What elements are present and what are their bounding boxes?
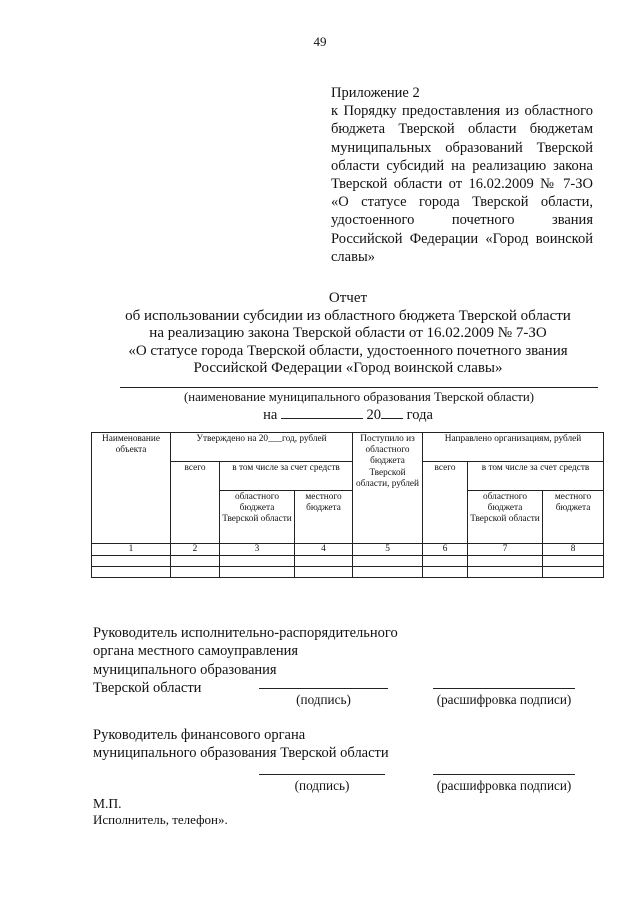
table-cell [353, 556, 423, 567]
finance-transcript-line [433, 774, 575, 775]
exec-head-line-4: Тверской области [93, 680, 202, 697]
column-number: 8 [543, 544, 604, 556]
table-cell [423, 567, 468, 578]
table-cell [423, 556, 468, 567]
table-cell [92, 567, 171, 578]
table-cell [171, 567, 220, 578]
exec-head-line-1: Руководитель исполнительно-распорядительного [93, 625, 398, 641]
column-number: 5 [353, 544, 423, 556]
header-approved-regional: областного бюджета Тверской области [220, 491, 295, 544]
header-sent-including: в том числе за счет средств [468, 462, 604, 491]
exec-transcript-caption: (расшифровка подписи) [436, 692, 572, 707]
header-approved-local: местного бюджета [295, 491, 353, 544]
table-cell [220, 567, 295, 578]
period-year-prefix: 20 [366, 407, 382, 423]
exec-signature-caption: (подпись) [296, 692, 351, 707]
finance-transcript-caption: (расшифровка подписи) [436, 778, 572, 793]
table-cell [543, 556, 604, 567]
finance-head-line-2: муниципального образования Тверской области [93, 745, 389, 762]
period-suffix: года [406, 407, 433, 423]
table-cell [171, 556, 220, 567]
exec-signature-line [259, 688, 388, 689]
table-cell [353, 567, 423, 578]
report-title: Отчет [328, 290, 368, 306]
header-approved: Утверждено на 20___год, рублей [171, 433, 353, 462]
column-number: 1 [92, 544, 171, 556]
appendix-text: к Порядку предоставления из областного бюджета Тверской области бюджетам муниципальных образований Тверской области субсидий на реализацию закона Тверской области от 16.02.2009 № 7-ЗО «О статусе города Тверской области, удостоенного почетного звания Российской Федерации «Город воинской славы» [331, 103, 593, 265]
header-sent: Направлено организациям, рублей [423, 433, 604, 462]
report-line-2: на реализацию закона Тверской области от 16.02.2009 № 7-ЗО [149, 325, 547, 342]
report-line-3: «О статусе города Тверской области, удостоенного почетного звания [128, 342, 568, 359]
municipality-blank-line [120, 387, 598, 388]
table-cell [543, 567, 604, 578]
exec-transcript-line [433, 688, 575, 689]
exec-head-signature-title [93, 624, 398, 698]
exec-head-line-3: муниципального образования [93, 661, 277, 678]
report-period [0, 406, 640, 424]
exec-head-line-2: органа местного самоуправления [93, 643, 299, 660]
report-line-4: Российской Федерации «Город воинской славы» [193, 360, 503, 377]
table-row [92, 556, 604, 567]
finance-signature-caption: (подпись) [294, 778, 350, 793]
table-cell [295, 567, 353, 578]
table-cell [468, 556, 543, 567]
municipality-caption: (наименование муниципального образования Тверской области) [184, 390, 534, 404]
table-cell [220, 556, 295, 567]
table-cell [295, 556, 353, 567]
header-approved-including: в том числе за счет средств [220, 462, 353, 491]
executor-label: Исполнитель, телефон». [93, 812, 228, 827]
column-number: 7 [468, 544, 543, 556]
header-approved-total: всего [171, 462, 220, 544]
table-cell [92, 556, 171, 567]
header-sent-total: всего [423, 462, 468, 544]
appendix-block [331, 84, 593, 266]
column-number: 4 [295, 544, 353, 556]
appendix-title: Приложение 2 [331, 85, 420, 101]
column-number-row [92, 544, 604, 556]
finance-head-line-1: Руководитель финансового органа [93, 727, 306, 743]
period-prefix: на [263, 407, 278, 423]
report-heading-block [0, 290, 640, 378]
header-object-name: Наименование объекта [92, 433, 171, 544]
page-number: 49 [313, 34, 327, 49]
column-number: 2 [171, 544, 220, 556]
column-number: 3 [220, 544, 295, 556]
report-line-1: об использовании субсидии из областного бюджета Тверской области [125, 307, 571, 324]
header-sent-local: местного бюджета [543, 491, 604, 544]
header-received: Поступило из областного бюджета Тверской области, рублей [353, 433, 423, 544]
period-year-blank [381, 406, 403, 419]
report-table [91, 432, 604, 578]
column-number: 6 [423, 544, 468, 556]
stamp-place-label: М.П. [93, 796, 122, 811]
period-date-blank [281, 406, 363, 419]
finance-head-signature-title [93, 726, 389, 763]
table-cell [468, 567, 543, 578]
header-sent-regional: областного бюджета Тверской области [468, 491, 543, 544]
table-row [92, 567, 604, 578]
finance-signature-line [259, 774, 385, 775]
